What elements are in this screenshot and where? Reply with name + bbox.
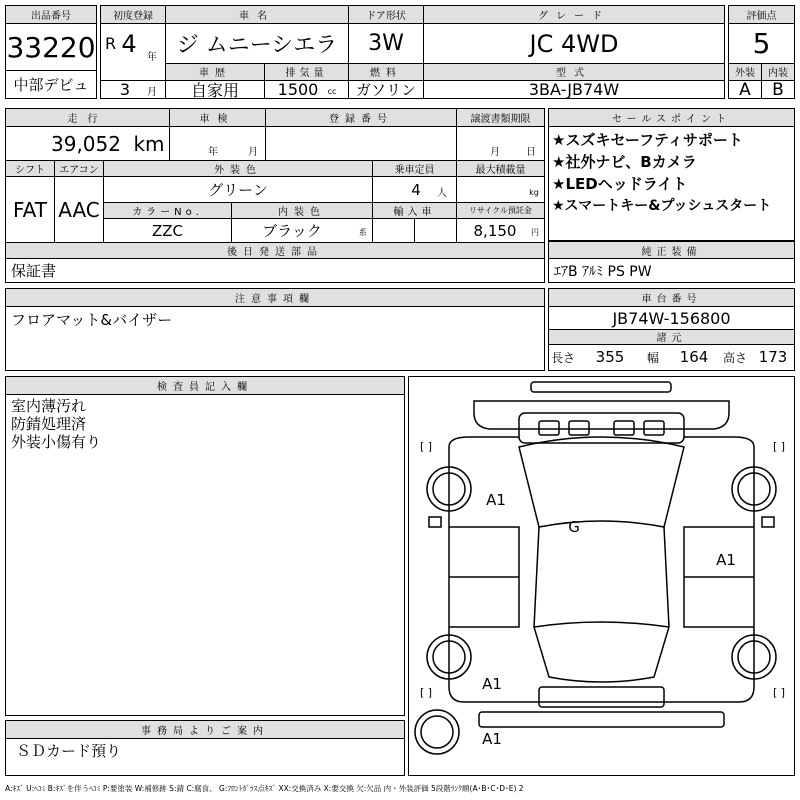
shift: FAT [12, 197, 47, 222]
insp-year-unit: 年 [208, 146, 218, 158]
history: 自家用 [190, 81, 239, 100]
dims-label: 諸元 [656, 333, 687, 344]
era: R [105, 33, 117, 53]
sales-point-item: ★社外ナビ、Bカメラ [552, 152, 697, 171]
displacement: 1500 [277, 80, 319, 99]
max-load-unit: kg [529, 187, 539, 197]
inspector-box [5, 376, 405, 716]
interior-color-unit: 系 [359, 227, 367, 237]
score-label: 評価点 [746, 11, 777, 22]
ext-grade: A [739, 79, 751, 100]
car-name-label: 車名 [239, 11, 275, 22]
chassis-label: 車台番号 [641, 294, 702, 305]
damage-mark: G [568, 518, 580, 536]
height: 173 [758, 348, 788, 366]
chassis-box [548, 288, 795, 371]
sales-points-box [548, 108, 795, 241]
color-no: ZZC [151, 221, 184, 240]
damage-mark: [ ] [772, 685, 786, 699]
damage-mark: A1 [482, 730, 502, 748]
damage-mark: [ ] [419, 685, 433, 699]
int-grade: B [772, 79, 784, 100]
damage-mark: A1 [486, 491, 506, 509]
sales-point-item: ★LEDヘッドライト [552, 174, 688, 193]
score: 5 [752, 27, 771, 60]
capacity-unit: 人 [437, 187, 447, 199]
office-text: ＳＤカード預り [16, 741, 122, 760]
month-unit: 月 [147, 86, 157, 98]
width-label: 幅 [646, 350, 659, 365]
int-label: 内装 [768, 68, 788, 79]
sales-points-label: セールスポイント [611, 114, 732, 125]
interior-color-label: 内装色 [278, 206, 326, 218]
inspector-line: 外装小傷有り [11, 432, 102, 451]
office-box [5, 720, 405, 776]
door-type: 3W [368, 31, 404, 56]
sales-point-item: ★スマートキー&プッシュスタート [552, 198, 772, 214]
door-label: ドア形状 [366, 11, 406, 22]
score-box [728, 5, 795, 99]
height-label: 高さ [722, 350, 747, 365]
import-label: 輸入車 [393, 206, 436, 218]
color-no-label: カラーNo. [132, 206, 203, 218]
max-load-label: 最大積載量 [475, 164, 526, 176]
grade: JC 4WD [529, 29, 619, 58]
inspection-label: 車検 [199, 114, 236, 125]
damage-mark: [ ] [419, 439, 433, 453]
ac-label: エアコン [59, 164, 99, 176]
insp-month-unit: 月 [248, 146, 258, 158]
chassis: JB74W-156800 [612, 308, 731, 328]
damage-mark: A1 [716, 551, 736, 569]
later-parts-label: 後日発送部品 [227, 246, 323, 258]
mileage-unit: km [133, 131, 165, 156]
notes-label: 注意事項欄 [235, 294, 315, 305]
inspector-label: 検査員記入欄 [157, 382, 253, 393]
mileage-label: 走行 [67, 114, 108, 125]
inspector-line: 防錆処理済 [11, 414, 87, 433]
equipment: ｴｱB ｱﾙﾐ PS PW [554, 263, 652, 280]
interior-color: ブラック [262, 222, 322, 240]
displacement-unit: cc [327, 86, 337, 96]
office-label: 事務局よりご案内 [141, 726, 269, 737]
year-unit: 年 [147, 51, 157, 63]
notes-box [5, 288, 545, 371]
recycle-label: リサイクル預託金 [469, 205, 532, 215]
exterior-color: グリーン [208, 181, 268, 199]
transfer-month-unit: 月 [490, 146, 500, 158]
mileage: 39,052 [51, 131, 121, 156]
displacement-label: 排気量 [285, 68, 328, 79]
debut-label: 中部デビュ [13, 76, 89, 94]
capacity-label: 乗車定員 [394, 164, 435, 176]
car-diagram [409, 377, 794, 775]
grade-label: グレード [538, 11, 610, 22]
model: 3BA-JB74W [528, 80, 620, 99]
damage-mark: A1 [482, 675, 502, 693]
ac: AAC [58, 197, 100, 222]
legend-footer: A:ｷｽﾞ U:ﾍｺﾐ B:ｷｽﾞを伴うﾍｺﾐ P:要塗装 W:補修跡 S:錆 C:腐食、 G:ﾌﾛﾝﾄｶﾞﾗｽ点ｷｽﾞ XX:交換済み X:要交換 欠:欠品 内・外装評価 5段階ﾗﾝｸ順(A･B･C･D･E) 2 [5, 783, 524, 793]
lot-number: 33220 [6, 30, 96, 64]
info-box [5, 108, 545, 283]
width: 164 [679, 348, 709, 366]
transfer-label: 譲渡書類期限 [470, 114, 531, 125]
fuel-label: 燃料 [370, 68, 402, 79]
lot-box [5, 5, 97, 99]
damage-mark: [ ] [772, 439, 786, 453]
model-label: 型式 [556, 68, 592, 79]
equipment-label: 純正装備 [641, 246, 702, 258]
capacity: 4 [411, 180, 421, 199]
fuel: ガソリン [355, 81, 416, 99]
length-label: 長さ [551, 350, 576, 365]
car-name: ジ ムニーシエラ [176, 33, 338, 58]
sales-point-item: ★スズキセーフティサポート [552, 130, 743, 149]
reg-month: 3 [119, 80, 131, 99]
reg-no-label: 登録番号 [329, 114, 393, 125]
notes: フロアマット&バイザー [11, 310, 173, 329]
lot-label: 出品番号 [31, 11, 71, 22]
reg-year: 4 [121, 30, 137, 58]
car-diagram-box [408, 376, 795, 776]
inspector-line: 室内薄汚れ [11, 396, 87, 415]
exterior-color-label: 外装色 [214, 164, 262, 176]
first-reg-label: 初度登録 [113, 11, 153, 22]
length: 355 [595, 348, 625, 366]
transfer-day-unit: 日 [526, 146, 536, 158]
recycle: 8,150 [473, 221, 517, 240]
history-label: 車歴 [199, 68, 231, 79]
equipment-box [548, 241, 795, 283]
shift-label: シフト [15, 164, 45, 176]
ext-label: 外装 [735, 68, 755, 79]
recycle-unit: 円 [531, 227, 539, 237]
later-parts: 保証書 [11, 262, 57, 280]
main-top-box [100, 5, 725, 99]
